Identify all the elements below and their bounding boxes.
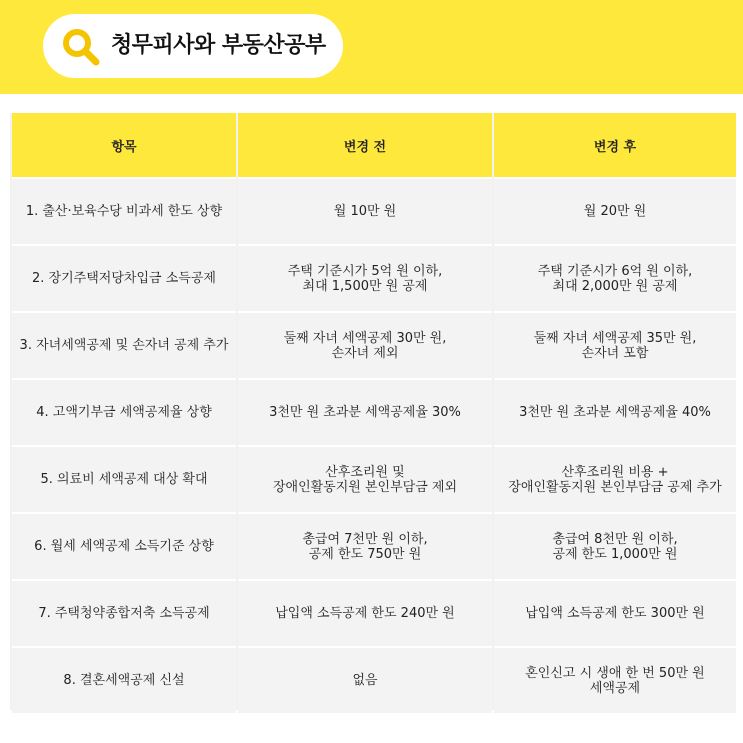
before-cell — [238, 579, 492, 646]
header-band — [0, 0, 743, 94]
table-row — [12, 311, 736, 378]
column-header-after: 변경 후 — [494, 113, 736, 177]
after-cell — [494, 579, 736, 646]
after-cell-line: 장애인활동지원 본인부담금 공제 추가 — [508, 479, 722, 495]
after-cell-line: 공제 한도 1,000만 원 — [552, 546, 678, 562]
item-cell: 4. 고액기부금 세액공제율 상향 — [12, 378, 236, 445]
before-cell-line: 총급여 7천만 원 이하, — [302, 531, 428, 547]
before-cell-line: 산후조리원 및 — [325, 464, 405, 480]
item-cell: 7. 주택청약종합저축 소득공제 — [12, 579, 236, 646]
before-cell — [238, 177, 492, 244]
after-cell-line: 둘째 자녀 세액공제 35만 원, — [533, 330, 697, 346]
before-cell-line: 납입액 소득공제 한도 240만 원 — [275, 606, 455, 621]
item-cell: 1. 출산·보육수당 비과세 한도 상향 — [12, 177, 236, 244]
after-cell-line: 주택 기준시가 6억 원 이하, — [537, 263, 693, 279]
column-header-item: 항목 — [12, 113, 236, 177]
after-cell-line: 납입액 소득공제 한도 300만 원 — [525, 606, 705, 621]
after-cell — [494, 177, 736, 244]
table-row — [12, 378, 736, 445]
column-header-before: 변경 전 — [238, 113, 492, 177]
table-row — [12, 177, 736, 244]
table-row — [12, 445, 736, 512]
table-row — [12, 579, 736, 646]
before-cell-line: 월 10만 원 — [333, 204, 397, 219]
before-cell — [238, 378, 492, 445]
item-cell: 5. 의료비 세액공제 대상 확대 — [12, 445, 236, 512]
before-cell — [238, 311, 492, 378]
after-cell-line: 세액공제 — [589, 680, 641, 696]
table-row — [12, 244, 736, 311]
after-cell — [494, 646, 736, 713]
after-cell-line: 총급여 8천만 원 이하, — [552, 531, 678, 547]
item-cell: 6. 월세 세액공제 소득기준 상향 — [12, 512, 236, 579]
after-cell — [494, 512, 736, 579]
before-cell-line: 장애인활동지원 본인부담금 제외 — [272, 479, 458, 495]
before-cell — [238, 445, 492, 512]
search-icon — [61, 27, 101, 67]
item-cell: 3. 자녀세액공제 및 손자녀 공제 추가 — [12, 311, 236, 378]
after-cell-line: 혼인신고 시 생애 한 번 50만 원 — [525, 665, 705, 681]
table-row — [12, 512, 736, 579]
after-cell-line: 3천만 원 초과분 세액공제율 40% — [519, 405, 711, 420]
table-body — [12, 177, 736, 713]
before-cell-line: 3천만 원 초과분 세액공제율 30% — [269, 405, 461, 420]
after-cell — [494, 244, 736, 311]
before-cell-line: 최대 1,500만 원 공제 — [302, 278, 428, 294]
comparison-table-container — [10, 113, 736, 710]
before-cell-line: 주택 기준시가 5억 원 이하, — [287, 263, 443, 279]
comparison-table — [10, 113, 738, 713]
after-cell-line: 월 20만 원 — [583, 204, 647, 219]
before-cell-line: 손자녀 제외 — [331, 345, 399, 361]
after-cell — [494, 445, 736, 512]
after-cell — [494, 378, 736, 445]
after-cell-line: 산후조리원 비용 + — [561, 464, 669, 480]
before-cell — [238, 646, 492, 713]
before-cell-line: 둘째 자녀 세액공제 30만 원, — [283, 330, 447, 346]
title-pill — [43, 14, 343, 78]
before-cell — [238, 244, 492, 311]
before-cell-line: 없음 — [352, 673, 378, 688]
after-cell-line: 최대 2,000만 원 공제 — [552, 278, 678, 294]
before-cell-line: 공제 한도 750만 원 — [308, 546, 422, 562]
after-cell-line: 손자녀 포함 — [581, 345, 649, 361]
item-cell: 2. 장기주택저당차입금 소득공제 — [12, 244, 236, 311]
page-title: 청무피사와 부동산공부 — [111, 33, 326, 58]
table-row — [12, 646, 736, 713]
item-cell: 8. 결혼세액공제 신설 — [12, 646, 236, 713]
after-cell — [494, 311, 736, 378]
before-cell — [238, 512, 492, 579]
table-header-row — [12, 113, 736, 177]
